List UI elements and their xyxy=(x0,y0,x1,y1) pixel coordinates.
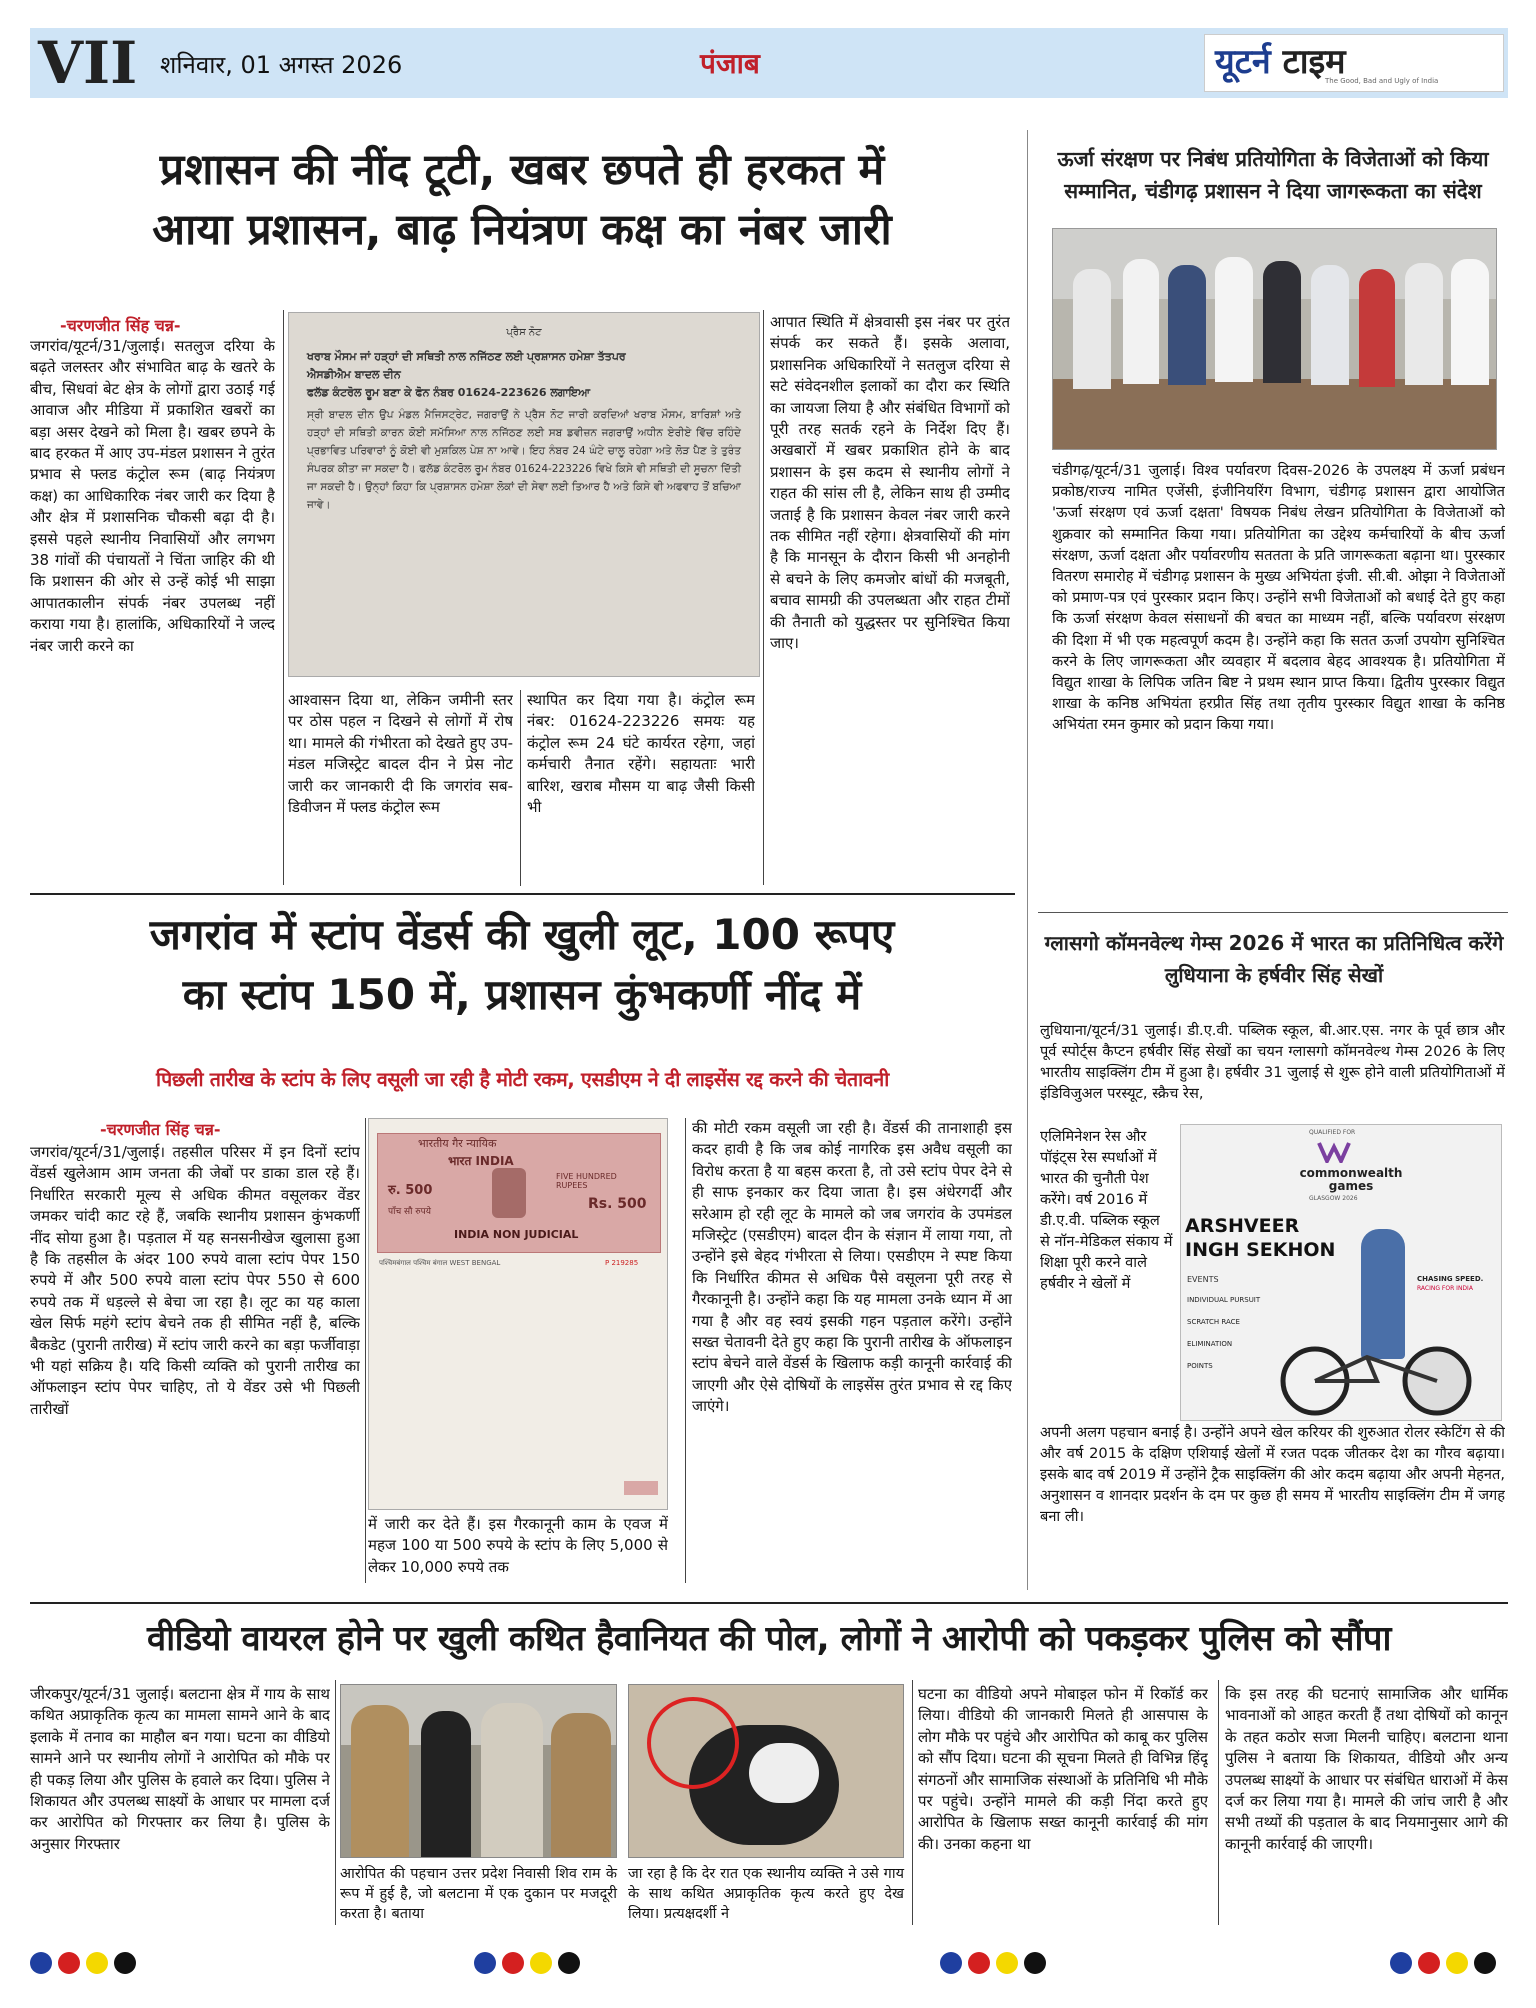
registration-dot xyxy=(502,1952,524,1974)
column-divider xyxy=(912,1680,913,1925)
cow-video-still xyxy=(628,1684,904,1858)
stamp-value-right: Rs. 500 xyxy=(588,1196,647,1212)
registration-dot xyxy=(558,1952,580,1974)
story3-headline: वीडियो वायरल होने पर खुली कथित हैवानियत की पोल, लोगों ने आरोपी को पकड़कर पुलिस को सौंपा xyxy=(147,1619,1391,1659)
registration-dot xyxy=(1390,1952,1412,1974)
column-divider xyxy=(763,310,764,885)
registration-dot xyxy=(58,1952,80,1974)
column-divider xyxy=(1218,1680,1219,1925)
sidebar-divider xyxy=(1027,130,1028,1590)
press-note-heading: ਪ੍ਰੈਸ ਨੋਟ xyxy=(506,327,542,338)
poster-event-item: INDIVIDUAL PURSUIT xyxy=(1187,1296,1261,1304)
story2-headline xyxy=(32,905,1012,1025)
column-divider xyxy=(520,690,521,886)
press-note-image xyxy=(288,312,760,677)
story2-byline: -चरणजीत सिंह चन्न- xyxy=(100,1120,221,1139)
poster-events-list xyxy=(1187,1289,1260,1377)
logo-word-1: यूटर्न xyxy=(1215,42,1271,82)
story2-subheadline: पिछली तारीख के स्टांप के लिए वसूली जा रही है मोटी रकम, एसडीएम ने दी लाइसेंस रद्द करने की चेतावनी xyxy=(156,1068,889,1091)
stamp-india: भारत INDIA xyxy=(448,1154,514,1168)
side1-body: चंडीगढ़/यूटर्न/31 जुलाई। विश्व पर्यावरण दिवस-2026 के उपलक्ष्य में ऊर्जा प्रबंधन प्रकोष्ठ/राज्य नामित एजेंसी, इंजीनियरिंग विभाग, चंडीगढ़ प्रशासन द्वारा आयोजित 'ऊर्जा संरक्षण एवं ऊर्जा दक्षता' विषयक निबंध लेखन प्रतियोगिता के विजेताओं को शुक्रवार को सम्मानित किया गया। प्रतियोगिता का उद्देश्य कर्मचारियों के बीच ऊर्जा संरक्षण, ऊर्जा दक्षता और पर्यावरणीय सततता के प्रति जागरूकता बढ़ाना था। पुरस्कार वितरण समारोह में चंडीगढ़ प्रशासन के मुख्य अभियंता इंजी. सी.बी. ओझा ने विजेताओं को प्रमाण-पत्र एवं पुरस्कार प्रदान किए। उन्होंने सभी विजेताओं को बधाई देते हुए कहा कि ऊर्जा संरक्षण केवल संसाधनों की बचत का माध्यम नहीं, बल्कि पर्यावरण संरक्षण की दिशा में भी एक महत्वपूर्ण कदम है। उन्होंने कहा कि सतत ऊर्जा उपयोग सुनिश्चित करने के लिए जागरूकता और व्यवहार में बदलाव बेहद आवश्यक है। प्रतियोगिता में विद्युत शाखा के लिपिक जतिन बिष्ट ने प्रथम स्थान प्राप्त किया। द्वितीय पुरस्कार विद्युत शाखा के कनिष्ठ अभियंता हरप्रीत सिंह तथा तृतीय पुरस्कार विद्युत शाखा के कनिष्ठ अभियंता रमन कुमार को प्रदान किया गया। xyxy=(1052,462,1505,734)
logo-word-2: टाइम xyxy=(1282,42,1346,82)
poster-name-line2: INGH SEKHON xyxy=(1185,1239,1336,1261)
registration-dot xyxy=(1418,1952,1440,1974)
column-divider xyxy=(335,1680,336,1925)
newspaper-logo xyxy=(1204,34,1504,92)
photo-caption-2: जा रहा है कि देर रात एक स्थानीय व्यक्ति ने उसे गाय के साथ कथित अप्राकृतिक कृत्य करते हुए देख लिया। प्रत्यक्षदर्शी ने xyxy=(628,1866,904,1922)
registration-dot xyxy=(1474,1952,1496,1974)
stamp-nonjudicial: INDIA NON JUDICIAL xyxy=(454,1228,579,1241)
story3-col5: कि इस तरह की घटनाएं सामाजिक और धार्मिक भावनाओं को आहत करती हैं तथा दोषियों को कानून के तहत कठोर सजा मिलनी चाहिए। बलटाना थाना पुलिस ने बताया कि शिकायत, वीडियो और अन्य उपलब्ध साक्ष्यों के आधार पर संबंधित धाराओं में केस दर्ज कर लिया गया है। मामले की जांच जारी है और सभी तथ्यों की पड़ताल के बाद नियमानुसार आगे की कानूनी कार्रवाई की जाएगी। xyxy=(1225,1685,1508,1853)
registration-dot xyxy=(1446,1952,1468,1974)
registration-dot xyxy=(474,1952,496,1974)
registration-marks-center-right xyxy=(940,1952,1046,1974)
poster-event-item: POINTS xyxy=(1187,1362,1213,1370)
stamp-serial: P 219285 xyxy=(605,1259,639,1267)
story2-col2: में जारी कर देते हैं। इस गैरकानूनी काम के एवज में महज 100 या 500 रुपये के स्टांप के लिए 5,000 से लेकर 10,000 रुपये तक xyxy=(368,1515,668,1576)
section-rule xyxy=(30,1602,1508,1604)
story1-col1: जगरांव/यूटर्न/31/जुलाई। सतलुज दरिया के बढ़ते जलस्तर और संभावित बाढ़ के खतरे के बीच, सिधवां बेट क्षेत्र के लोगों द्वारा उठाई गई आवाज और मीडिया में प्रकाशित खबरों का बड़ा असर देखने को मिला है। खबर छपने के बाद हरकत में आए उप-मंडल प्रशासन ने तुरंत प्रभाव से फ्लड कंट्रोल रूम (बाढ़ नियंत्रण कक्ष) का आधिकारिक नंबर जारी कर दिया है और क्षेत्र में प्रशासनिक चौकसी बढ़ा दी है। इससे पहले स्थानीय निवासियों और लगभग 38 गांवों की पंचायतों ने चिंता जाहिर की थी कि प्रशासन की ओर से उन्हें कोई भी साझा आपातकालीन संपर्क नंबर उपलब्ध नहीं कराया गया है। हालांकि, अधिकारियों ने जल्द नंबर जारी करने का xyxy=(30,337,275,655)
story1-col4: आपात स्थिति में क्षेत्रवासी इस नंबर पर तुरंत संपर्क कर सकते हैं। इसके अलावा, प्रशासनिक अधिकारियों ने सतलुज दरिया से सटे संवेदनशील इलाकों का दौरा कर स्थिति का जायजा लिया है और संबंधित विभागों को पूरी तरह सतर्क रहने के निर्देश दिए हैं। अखबारों में खबर प्रकाशित होने के बाद प्रशासन के इस कदम से स्थानीय लोगों ने राहत की सांस ली है, लेकिन साथ ही उम्मीद जताई है कि प्रशासन केवल नंबर जारी करने तक सीमित नहीं रहेगा। क्षेत्रवासियों की मांग है कि मानसून के दौरान किसी भी अनहोनी से बचने के लिए कमजोर बांधों की मजबूती, बचाव सामग्री की उपलब्धता और राहत टीमों की तैनाती को युद्धस्तर पर सुनिश्चित किया जाए। xyxy=(770,313,1010,653)
stamp-state: पश्चिमबंगाल पश्चिम बंगाल WEST BENGAL xyxy=(379,1259,501,1267)
poster-tagline2: RACING FOR INDIA xyxy=(1417,1285,1473,1292)
story3-col1: जीरकपुर/यूटर्न/31 जुलाई। बलटाना क्षेत्र में गाय के साथ कथित अप्राकृतिक कृत्य का मामला सामने आने के बाद इलाके में तनाव का माहौल बन गया। घटना का वीडियो सामने आने पर स्थानीय लोगों ने आरोपित को मौके पर ही पकड़ लिया और पुलिस के हवाले कर दिया। पुलिस ने शिकायत और उपलब्ध साक्ष्यों के आधार पर मामला दर्ज कर आरोपित को गिरफ्तार कर लिया है। पुलिस के अनुसार गिरफ्तार xyxy=(30,1685,330,1853)
issue-date: शनिवार, 01 अगस्त 2026 xyxy=(160,51,403,79)
poster-event-item: ELIMINATION xyxy=(1187,1340,1233,1348)
column-divider xyxy=(365,1118,366,1583)
registration-marks-center-left xyxy=(474,1952,580,1974)
stamp-panel xyxy=(377,1133,661,1253)
registration-marks-left xyxy=(30,1952,136,1974)
side2-body-narrow: एलिमिनेशन रेस और पॉइंट्स रेस स्पर्धाओं में भारत की चुनौती पेश करेंगे। वर्ष 2016 में डी.ए.वी. पब्लिक स्कूल से नॉन-मेडिकल संकाय में शिक्षा पूरी करने वाले हर्षवीर ने खेलों में xyxy=(1040,1128,1173,1292)
section-rule xyxy=(1038,912,1508,913)
registration-dot xyxy=(1024,1952,1046,1974)
registration-dot xyxy=(86,1952,108,1974)
registration-marks-right xyxy=(1390,1952,1496,1974)
story1-col3: स्थापित कर दिया गया है। कंट्रोल रूम नंबर: 01624-223226 समयः यह कंट्रोल रूम 24 घंटे कार्यरत रहेगा, जहां कर्मचारी तैनात रहेंगे। सहायताः भारी बारिश, खराब मौसम या बाढ़ जैसी किसी भी xyxy=(527,691,755,817)
registration-dot xyxy=(996,1952,1018,1974)
stamp-value-left: रु. 500 xyxy=(388,1183,433,1198)
page-number: VII xyxy=(38,29,138,97)
press-note-body: ਸ੍ਰੀ ਬਾਦਲ ਦੀਨ ਉਪ ਮੰਡਲ ਮੈਜਿਸਟ੍ਰੇਟ, ਜਗਰਾਉਂ ਨੇ ਪ੍ਰੈਸ ਨੋਟ ਜਾਰੀ ਕਰਦਿਆਂ ਖਰਾਬ ਮੌਸਮ, ਬਾਰਿਸ਼ਾਂ ਅਤੇ ਹੜ੍ਹਾਂ ਦੀ ਸਥਿਤੀ ਕਾਰਨ ਕੋਈ ਸਮੱਸਿਆ ਨਾਲ ਨਜਿੱਠਣ ਲਈ ਸਬ ਡਵੀਜ਼ਨ ਜਗਰਾਉਂ ਅਧੀਨ ਏਰੀਏ ਵਿੱਚ ਰਹਿੰਦੇ ਪ੍ਰਭਾਵਿਤ ਪਰਿਵਾਰਾਂ ਨੂੰ ਕੋਈ ਵੀ ਮੁਸ਼ਕਿਲ ਪੇਸ਼ ਨਾ ਆਵੇ। ਇਹ ਨੰਬਰ 24 ਘੰਟੇ ਚਾਲੂ ਰਹੇਗਾ ਅਤੇ ਲੋੜ ਪੈਣ ਤੇ ਤੁਰੰਤ ਸੰਪਰਕ ਕੀਤਾ ਜਾ ਸਕਦਾ ਹੈ। ਫਲੱਡ ਕੰਟਰੋਲ ਰੂਮ ਨੰਬਰ 01624-223226 ਵਿਖੇ ਕਿਸੇ ਵੀ ਸਥਿਤੀ ਦੀ ਸੂਚਨਾ ਦਿੱਤੀ ਜਾ ਸਕਦੀ ਹੈ। ਉਨ੍ਹਾਂ ਕਿਹਾ ਕਿ ਪ੍ਰਸ਼ਾਸਨ ਹਮੇਸ਼ਾ ਲੋਕਾਂ ਦੀ ਸੇਵਾ ਲਈ ਤਿਆਰ ਹੈ ਅਤੇ ਕਿਸੇ ਵੀ ਅਫਵਾਹ ਤੋਂ ਬਚਿਆ ਜਾਵੇ। xyxy=(307,409,741,511)
story1-headline xyxy=(32,140,1012,260)
registration-dot xyxy=(114,1952,136,1974)
poster-qualified: QUALIFIED FOR xyxy=(1309,1129,1356,1136)
cwg-poster xyxy=(1180,1124,1502,1421)
highlight-circle-icon xyxy=(647,1697,739,1789)
registration-dot xyxy=(530,1952,552,1974)
story2-headline-line1: जगरांव में स्टांप वेंडर्स की खुली लूट, 100 रूपए xyxy=(149,910,895,959)
poster-city: GLASGOW 2026 xyxy=(1309,1195,1358,1202)
side2-body-bottom: अपनी अलग पहचान बनाई है। उन्होंने अपने खेल करियर की शुरुआत रोलर स्केटिंग से की और वर्ष 2015 के दक्षिण एशियाई खेलों में रजत पदक जीतकर देश का गौरव बढ़ाया। इसके बाद वर्ष 2019 में उन्होंने ट्रैक साइक्लिंग की ओर कदम बढ़ाया और अपनी मेहनत, अनुशासन व शानदार प्रदर्शन के दम पर कुछ ही समय में भारतीय साइक्लिंग टीम में जगह बना ली। xyxy=(1040,1424,1505,1525)
stamp-value-words: FIVE HUNDRED RUPEES xyxy=(556,1172,617,1190)
stamp-value-hindi: पाँच सौ रुपये xyxy=(388,1207,432,1217)
story1-col2: आश्वासन दिया था, लेकिन जमीनी स्तर पर ठोस पहल न दिखने से लोगों में रोष था। मामले की गंभीरता को देखते हुए उप-मंडल मजिस्ट्रेट बादल दीन ने प्रेस नोट जारी कर जानकारी दी कि जगरांव सब-डिवीजन में फ्लड कंट्रोल रूम xyxy=(288,691,513,817)
stamp-top-text: भारतीय गैर न्यायिक xyxy=(418,1137,497,1150)
stamp-paper-image xyxy=(368,1118,668,1510)
award-ceremony-photo xyxy=(1052,228,1497,450)
emblem-icon xyxy=(492,1168,526,1218)
arrest-photo xyxy=(340,1684,617,1858)
registration-dot xyxy=(30,1952,52,1974)
press-note-title3: ਫਲੱਡ ਕੰਟਰੋਲ ਰੂਮ ਬਣਾ ਕੇ ਫੋਨ ਨੰਬਰ 01624-223626 ਲਗਾਇਆ xyxy=(307,386,591,399)
poster-event-item: SCRATCH RACE xyxy=(1187,1318,1240,1326)
story1-byline: -चरणजीत सिंह चन्न- xyxy=(60,316,181,335)
photo-caption-1: आरोपित की पहचान उत्तर प्रदेश निवासी शिव राम के रूप में हुई है, जो बलटाना में एक दुकान पर मजदूरी करता है। बताया xyxy=(340,1866,617,1922)
stamp-corner-mark xyxy=(624,1481,658,1495)
registration-dot xyxy=(940,1952,962,1974)
side2-headline: ग्लासगो कॉमनवेल्थ गेम्स 2026 में भारत का प्रतिनिधित्व करेंगे लुधियाना के हर्षवीर सिंह सेखों xyxy=(1044,931,1504,987)
logo-tagline: The Good, Bad and Ugly of India xyxy=(1325,77,1439,85)
side2-body-top: लुधियाना/यूटर्न/31 जुलाई। डी.ए.वी. पब्लिक स्कूल, बी.आर.एस. नगर के पूर्व छात्र और पूर्व स्पोर्ट्स कैप्टन हर्षवीर सिंह सेखों का चयन ग्लासगो कॉमनवेल्थ गेम्स 2026 के लिए भारतीय साइक्लिंग टीम में हुआ है। हर्षवीर 31 जुलाई से शुरू होने वाली प्रतियोगिताओं में इंडिविजुअल परस्यूट, स्क्रैच रेस, xyxy=(1040,1022,1505,1102)
poster-events-label: EVENTS xyxy=(1187,1275,1219,1284)
bicycle-icon xyxy=(1277,1337,1477,1417)
story1-headline-line1: प्रशासन की नींद टूटी, खबर छपते ही हरकत में xyxy=(159,145,885,195)
press-note-title1: ਖਰਾਬ ਮੌਸਮ ਜਾਂ ਹੜ੍ਹਾਂ ਦੀ ਸਥਿਤੀ ਨਾਲ ਨਜਿੱਠਣ ਲਈ ਪ੍ਰਸ਼ਾਸਨ ਹਮੇਸ਼ਾ ਤੱਤਪਰ xyxy=(307,350,626,363)
press-note-title2: ਐਸਡੀਐਮ ਬਾਦਲ ਦੀਨ xyxy=(307,368,401,381)
registration-dot xyxy=(968,1952,990,1974)
column-divider xyxy=(283,310,284,885)
side1-headline: ऊर्जा संरक्षण पर निबंध प्रतियोगिता के विजेताओं को किया सम्मानित, चंडीगढ़ प्रशासन ने दिया जागरूकता का संदेश xyxy=(1057,147,1489,203)
story1-headline-line2: आया प्रशासन, बाढ़ नियंत्रण कक्ष का नंबर जारी xyxy=(152,205,892,255)
poster-games: commonwealth games xyxy=(1299,1166,1403,1193)
story2-headline-line2: का स्टांप 150 में, प्रशासन कुंभकर्णी नींद में xyxy=(182,970,862,1019)
column-divider xyxy=(685,1118,686,1583)
story2-col1: जगरांव/यूटर्न/31/जुलाई। तहसील परिसर में इन दिनों स्टांप वेंडर्स खुलेआम आम जनता की जेबों पर डाका डाल रहे हैं। निर्धारित सरकारी मूल्य से अधिक कीमत वसूलकर वेंडर जमकर चांदी काट रहे हैं, जबकि स्थानीय प्रशासन कुंभकर्णी नींद सोया हुआ है। पड़ताल में यह सनसनीखेज खुलासा हुआ है कि तहसील के अंदर 100 रुपये वाला स्टांप पेपर 150 रुपये में और 500 रुपये वाला स्टांप पेपर 550 से 600 रुपये तक में धड़ल्ले से बेचा जा रहा है। लूट का यह काला खेल सिर्फ महंगे स्टांप बेचने तक ही सीमित नहीं है, बल्कि बैकडेट (पुरानी तारीख) में स्टांप जारी करने का बड़ा फर्जीवाड़ा भी यहां सक्रिय है। यदि किसी व्यक्ति को पुरानी तारीख का ऑफलाइन स्टांप पेपर चाहिए, तो ये वेंडर उसे भी पिछली तारीखों xyxy=(30,1143,360,1418)
cwg-logo-icon xyxy=(1317,1141,1351,1163)
story3-col4: घटना का वीडियो अपने मोबाइल फोन में रिकॉर्ड कर लिया। वीडियो की जानकारी मिलते ही आसपास के लोग मौके पर पहुंचे और आरोपित को काबू कर पुलिस को सौंप दिया। घटना की सूचना मिलते ही विभिन्न हिंदू संगठनों और सामाजिक संस्थाओं के प्रतिनिधि भी मौके पर पहुंचे। उन्होंने मामले की कड़ी निंदा करते हुए आरोपित के खिलाफ सख्त कानूनी कार्रवाई की मांग की। उनका कहना था xyxy=(918,1685,1208,1853)
section-rule xyxy=(30,893,1015,895)
poster-tagline1: CHASING SPEED. xyxy=(1417,1275,1484,1283)
poster-name-line1: ARSHVEER xyxy=(1185,1215,1300,1237)
story2-col3: की मोटी रकम वसूली जा रही है। वेंडर्स की तानाशाही इस कदर हावी है कि जब कोई नागरिक इस अवैध वसूली का विरोध करता है या बहस करता है, तो उसे स्टांप पेपर देने से ही साफ इनकार कर दिया जाता है। इस अंधेरगर्दी और सरेआम हो रही लूट के मामले को जब जगरांव के उपमंडल मजिस्ट्रेट (एसडीएम) बादल दीन के संज्ञान में लाया गया, तो उन्होंने इसे बेहद गंभीरता से लिया। एसडीएम ने स्पष्ट किया कि निर्धारित कीमत से अधिक पैसे वसूलना पूरी तरह से गैरकानूनी है। उन्होंने कहा कि यह मामला उनके ध्यान में आ गया है और वह स्वयं इसकी गहन पड़ताल करेंगे। उन्होंने सख्त चेतावनी देते हुए कहा कि पुरानी तारीख के ऑफलाइन स्टांप बेचने वाले वेंडर्स के खिलाफ कड़ी कानूनी कार्रवाई की जाएगी और ऐसे दोषियों के लाइसेंस तुरंत प्रभाव से रद्द किए जाएंगे। xyxy=(692,1119,1012,1416)
section-name: पंजाब xyxy=(700,47,760,80)
